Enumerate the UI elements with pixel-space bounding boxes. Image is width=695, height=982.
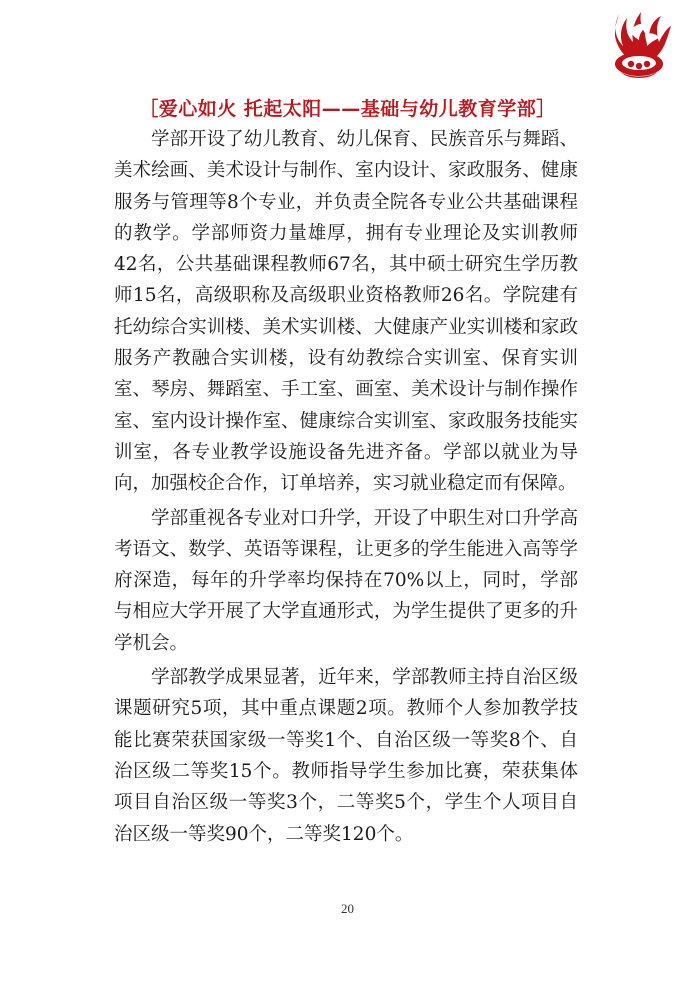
phoenix-logo-icon — [607, 8, 675, 80]
paragraph-further-study: 学部重视各专业对口升学，开设了中职生对口升学高考语文、数学、英语等课程，让更多的学生能进入高等学府深造，每年的升学率均保持在70%以上，同时，学部与相应大学开展了大学直通形式，为学生提供了更多的升学机会。 — [114, 507, 578, 654]
body-text — [114, 124, 578, 850]
paragraph-achievements: 学部教学成果显著，近年来，学部教师主持自治区级课题研究5项，其中重点课题2项。教师个人参加教学技能比赛荣获国家级一等奖1个、自治区级一等奖8个、自治区级二等奖15个。教师指导学生参加比赛，荣获集体项目自治区级一等奖3个，二等奖5个，学生个人项目自治区级一等奖90个，二等奖120个。 — [114, 667, 578, 845]
paragraph-programs-faculty: 学部开设了幼儿教育、幼儿保育、民族音乐与舞蹈、美术绘画、美术设计与制作、室内设计、家政服务、健康服务与管理等8个专业，并负责全院各专业公共基础课程的教学。学部师资力量雄厚，拥有专业理论及实训教师42名，公共基础课程教师67名，其中硕士研究生学历教师15名，高级职称及高级职业资格教师26名。学院建有托幼综合实训楼、美术实训楼、大健康产业实训楼和家政服务产教融合实训楼，设有幼教综合实训室、保育实训室、琴房、舞蹈室、手工室、画室、美术设计与制作操作室、室内设计操作室、健康综合实训室、家政服务技能实训室，各专业教学设施设备先进齐备。学部以就业为导向，加强校企合作，订单培养，实习就业稳定而有保障。 — [114, 129, 578, 495]
page-number: 20 — [341, 901, 354, 916]
section-heading: ［爱心如火 托起太阳——基础与幼儿教育学部］ — [139, 98, 556, 120]
